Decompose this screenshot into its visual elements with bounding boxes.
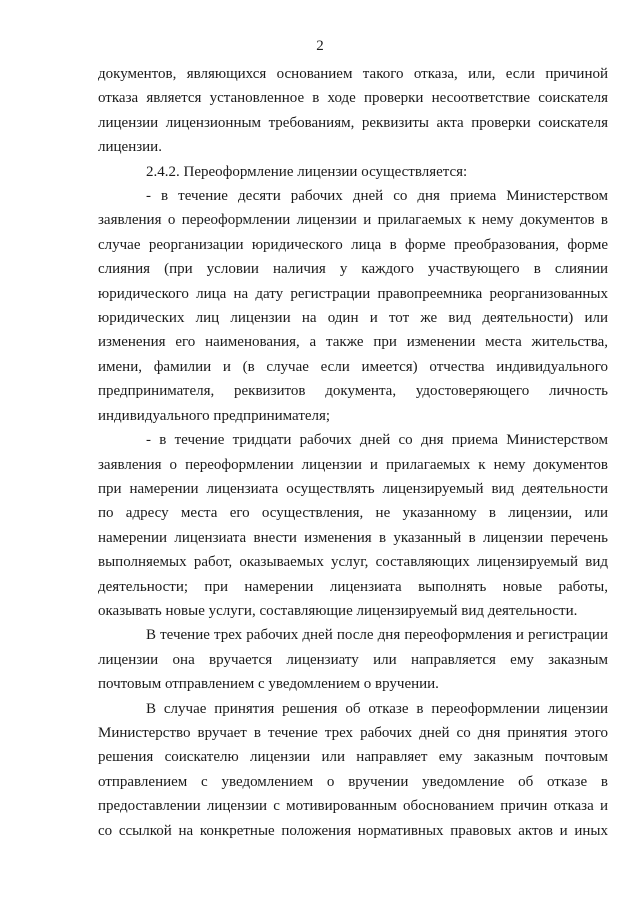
- text-line: документов, являющихся основанием такого отказа, или, если причиной: [98, 66, 608, 82]
- text-line: решения соискателю лицензии или направляет ему заказным почтовым: [98, 749, 608, 766]
- text-line: выполняемых работ, оказываемых услуг, составляющих лицензируемый вид: [98, 554, 608, 571]
- text-line: юридических лиц лицензии на один и тот же вид деятельности) или: [98, 310, 608, 327]
- text-line: лицензии.: [98, 139, 162, 156]
- text-line: со ссылкой на конкретные положения нормативных правовых актов и иных: [98, 822, 608, 839]
- text-line: заявления о переоформлении лицензии и прилагаемых к нему документов в: [98, 212, 608, 229]
- text-line: предоставлении лицензии с мотивированным обоснованием причин отказа и: [98, 798, 608, 815]
- text-line: случае реорганизации юридического лица в форме преобразования, форме: [98, 236, 608, 253]
- page-number: 2: [316, 38, 324, 54]
- text-line: лицензии она вручается лицензиату или направляется ему заказным: [98, 651, 608, 668]
- text-line: - в течение тридцати рабочих дней со дня приема Министерством: [146, 432, 608, 449]
- text-line: лицензии лицензионным требованиям, реквизиты акта проверки соискателя: [98, 114, 608, 131]
- section-heading: 2.4.2. Переоформление лицензии осуществляется:: [146, 163, 468, 180]
- text-line: почтовым отправлением с уведомлением о вручении.: [98, 676, 439, 693]
- text-line: заявления о переоформлении лицензии и прилагаемых к нему документов: [98, 456, 608, 473]
- text-line: оказывать новые услуги, составляющие лицензируемый вид деятельности.: [98, 602, 578, 619]
- text-line: В случае принятия решения об отказе в переоформлении лицензии: [146, 700, 608, 717]
- text-line: юридического лица на дату регистрации правопреемника реорганизованных: [98, 285, 608, 302]
- text-line: слияния (при условии наличия у каждого участвующего в слиянии: [98, 261, 608, 278]
- text-line: - в течение десяти рабочих дней со дня приема Министерством: [146, 188, 608, 205]
- text-line: намерении лицензиата внести изменения в указанный в лицензии перечень: [98, 529, 608, 546]
- text-line: предпринимателя, реквизитов документа, удостоверяющего личность: [98, 383, 608, 400]
- document-body: [98, 62, 608, 843]
- text-line: индивидуального предпринимателя;: [98, 407, 331, 424]
- text-line: В течение трех рабочих дней после дня переоформления и регистрации: [146, 627, 608, 644]
- text-line: изменения его наименования, а также при изменении места жительства,: [98, 334, 608, 351]
- text-line: отправлением с уведомлением о вручении уведомление об отказе в: [98, 773, 608, 790]
- text-line: по адресу места его осуществления, не указанному в лицензии, или: [98, 505, 608, 522]
- text-line: отказа является установленное в ходе проверки несоответствие соискателя: [98, 90, 608, 107]
- text-line: при намерении лицензиата осуществлять лицензируемый вид деятельности: [98, 480, 608, 497]
- text-line: Министерство вручает в течение трех рабочих дней со дня принятия этого: [98, 724, 608, 741]
- text-line: деятельности; при намерении лицензиата выполнять новые работы,: [98, 578, 608, 595]
- text-line: имени, фамилии и (в случае если имеется) отчества индивидуального: [98, 358, 608, 375]
